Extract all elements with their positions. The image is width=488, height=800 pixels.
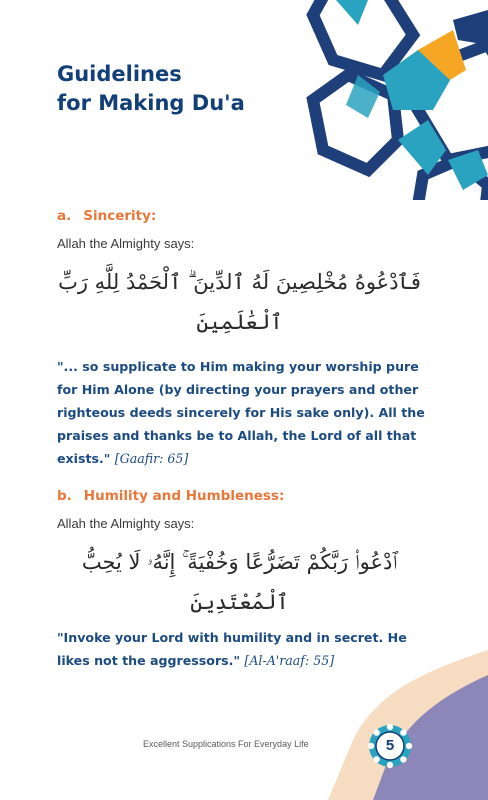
title-line-2: for Making Du'a [57, 91, 245, 115]
translation-text: "Invoke your Lord with humility and in secret. He likes not the aggressors." [57, 630, 407, 668]
section-letter: a. [57, 208, 72, 224]
verse-reference: [Gaafir: 65] [114, 451, 189, 466]
arabic-verse-line-2: ٱلْعَٰلَمِينَ [196, 310, 283, 334]
section-letter: b. [57, 488, 72, 504]
verse-translation [57, 355, 427, 470]
section-heading-sincerity [57, 208, 156, 224]
title-line-1: Guidelines [57, 62, 182, 86]
arabic-verse [57, 262, 422, 342]
arabic-verse-line-1: ٱدْعُوا۟ رَبَّكُمْ تَضَرُّعًا وَخُفْيَةً ۚ إِنَّهُۥ لَا يُحِبُّ [81, 550, 398, 574]
arabic-verse-line-1: فَٱدْعُوهُ مُخْلِصِينَ لَهُ ٱلدِّينَ ۗ ٱلْحَمْدُ لِلَّهِ رَبِّ [58, 270, 421, 294]
section-heading-text: Humility and Humbleness: [83, 488, 285, 504]
section-heading-humility [57, 488, 284, 504]
translation-text: "... so supplicate to Him making your worship pure for Him Alone (by directing your prayers and other righteous deeds sincerely for His sake only). All the praises and thanks be to Allah, the Lord of all that exists." [57, 359, 425, 466]
book-title-footer: Excellent Supplications For Everyday Life [143, 739, 309, 749]
section-heading-text: Sincerity: [83, 208, 157, 224]
section-intro-text: Allah the Almighty says: [57, 516, 195, 531]
page-number: 5 [385, 737, 395, 754]
arabic-verse-line-2: ٱلْمُعْتَدِينَ [190, 590, 289, 614]
section-intro-text: Allah the Almighty says: [57, 236, 195, 251]
geometric-pattern-decoration [218, 0, 488, 200]
arabic-verse [57, 542, 422, 622]
verse-reference: [Al-A'raaf: 55] [244, 653, 335, 668]
page-title [57, 60, 245, 118]
